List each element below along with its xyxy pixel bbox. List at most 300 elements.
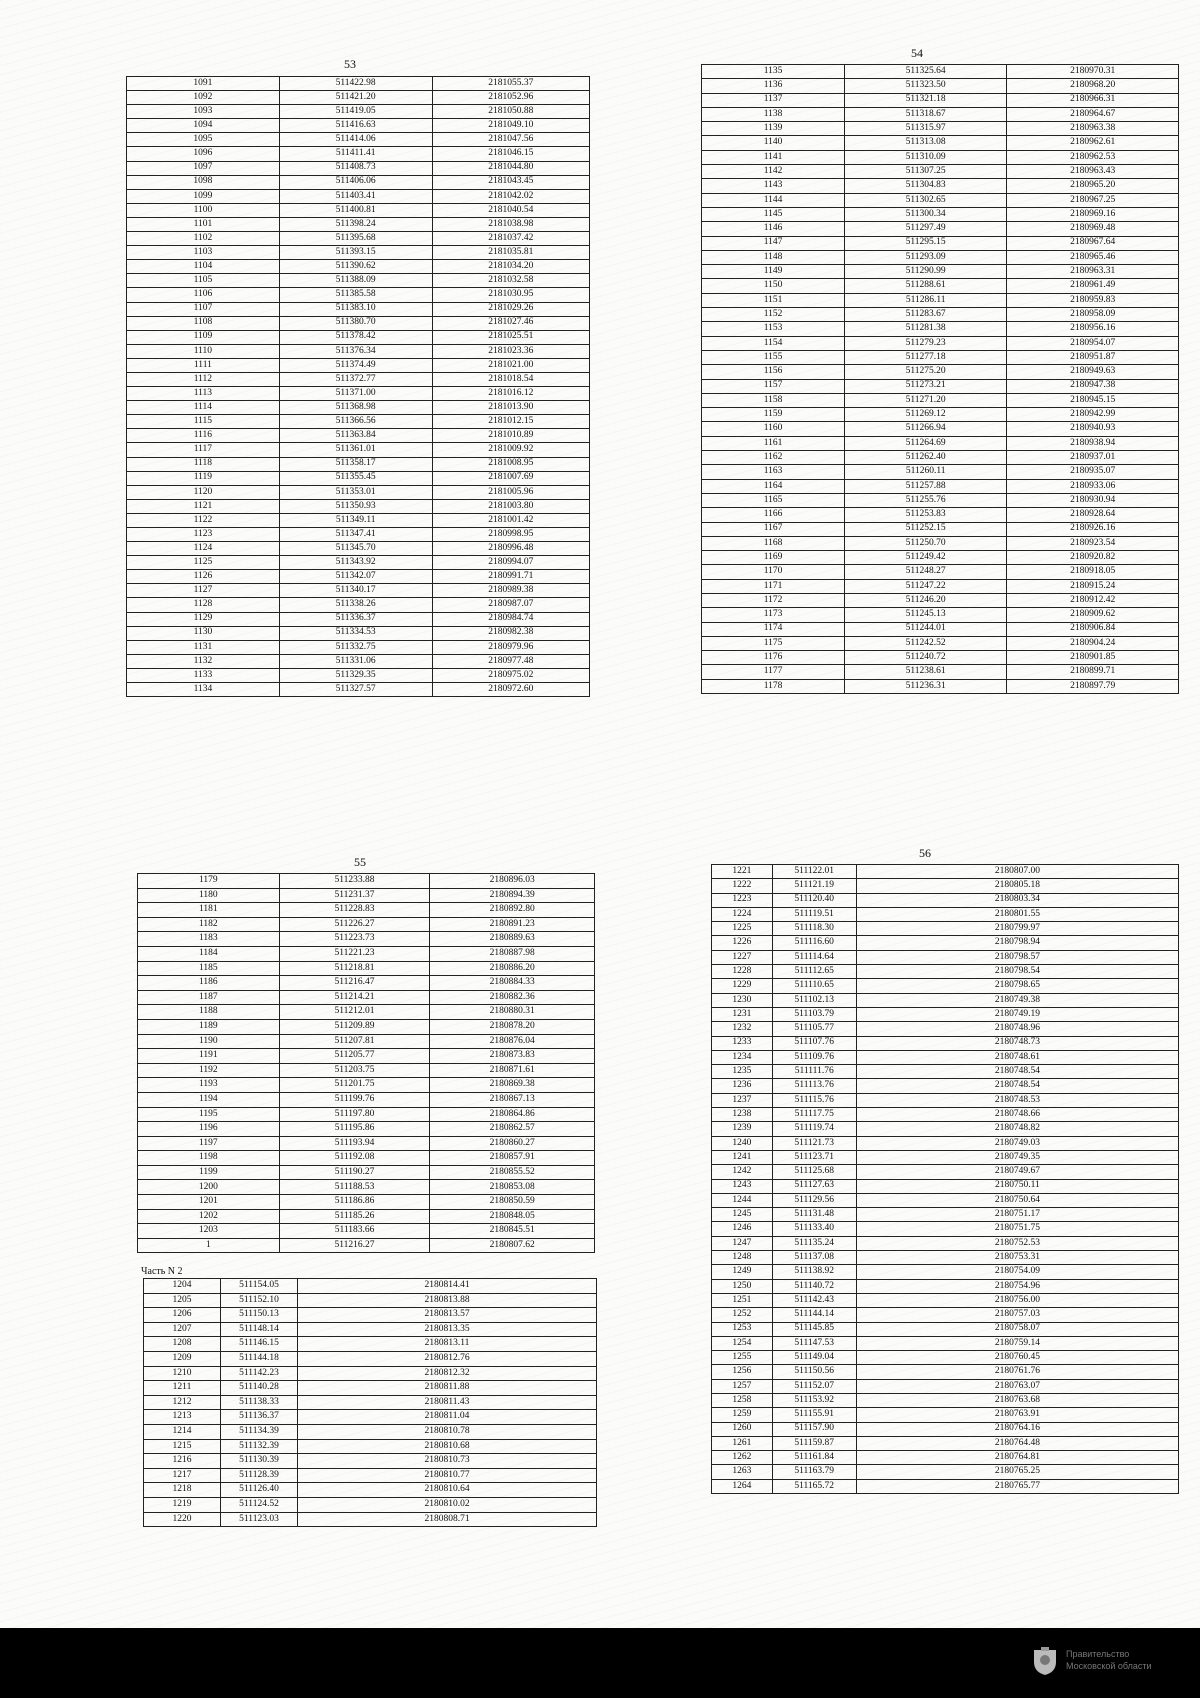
x-coordinate-cell: 511188.53 bbox=[279, 1180, 430, 1195]
point-number-cell: 1175 bbox=[702, 636, 845, 650]
y-coordinate-cell: 2180810.68 bbox=[298, 1439, 597, 1454]
y-coordinate-cell: 2180880.31 bbox=[430, 1005, 595, 1020]
x-coordinate-cell: 511207.81 bbox=[279, 1034, 430, 1049]
x-coordinate-cell: 511110.65 bbox=[772, 979, 856, 993]
point-number-cell: 1212 bbox=[144, 1395, 221, 1410]
table-row bbox=[712, 993, 1179, 1007]
y-coordinate-cell: 2180964.67 bbox=[1007, 107, 1179, 121]
point-number-cell: 1182 bbox=[138, 917, 280, 932]
y-coordinate-cell: 2181013.90 bbox=[432, 401, 589, 415]
point-number-cell: 1235 bbox=[712, 1065, 773, 1079]
x-coordinate-cell: 511286.11 bbox=[845, 293, 1007, 307]
point-number-cell: 1252 bbox=[712, 1308, 773, 1322]
y-coordinate-cell: 2181047.56 bbox=[432, 133, 589, 147]
x-coordinate-cell: 511165.72 bbox=[772, 1479, 856, 1493]
y-coordinate-cell: 2180901.85 bbox=[1007, 651, 1179, 665]
table-row bbox=[702, 308, 1179, 322]
y-coordinate-cell: 2181001.42 bbox=[432, 513, 589, 527]
x-coordinate-cell: 511195.86 bbox=[279, 1122, 430, 1137]
point-number-cell: 1256 bbox=[712, 1365, 773, 1379]
table-row bbox=[144, 1439, 597, 1454]
table-row bbox=[127, 499, 590, 513]
table-row bbox=[702, 336, 1179, 350]
point-number-cell: 1184 bbox=[138, 946, 280, 961]
point-number-cell: 1140 bbox=[702, 136, 845, 150]
x-coordinate-cell: 511395.68 bbox=[279, 232, 432, 246]
x-coordinate-cell: 511193.94 bbox=[279, 1136, 430, 1151]
y-coordinate-cell: 2180803.34 bbox=[856, 893, 1178, 907]
table-row bbox=[127, 217, 590, 231]
y-coordinate-cell: 2181049.10 bbox=[432, 119, 589, 133]
table-row bbox=[712, 1236, 1179, 1250]
x-coordinate-cell: 511334.53 bbox=[279, 626, 432, 640]
x-coordinate-cell: 511304.83 bbox=[845, 179, 1007, 193]
y-coordinate-cell: 2180763.07 bbox=[856, 1379, 1178, 1393]
x-coordinate-cell: 511103.79 bbox=[772, 1007, 856, 1021]
y-coordinate-cell: 2180897.79 bbox=[1007, 679, 1179, 693]
y-coordinate-cell: 2180892.80 bbox=[430, 903, 595, 918]
x-coordinate-cell: 511271.20 bbox=[845, 393, 1007, 407]
x-coordinate-cell: 511140.72 bbox=[772, 1279, 856, 1293]
y-coordinate-cell: 2181046.15 bbox=[432, 147, 589, 161]
table-row bbox=[138, 1165, 595, 1180]
y-coordinate-cell: 2181008.95 bbox=[432, 457, 589, 471]
x-coordinate-cell: 511318.67 bbox=[845, 107, 1007, 121]
table-row bbox=[712, 1122, 1179, 1136]
table-row bbox=[138, 1049, 595, 1064]
x-coordinate-cell: 511203.75 bbox=[279, 1063, 430, 1078]
point-number-cell: 1152 bbox=[702, 308, 845, 322]
point-number-cell: 1148 bbox=[702, 250, 845, 264]
x-coordinate-cell: 511111.76 bbox=[772, 1065, 856, 1079]
x-coordinate-cell: 511149.04 bbox=[772, 1351, 856, 1365]
point-number-cell: 1132 bbox=[127, 654, 280, 668]
point-number-cell: 1126 bbox=[127, 570, 280, 584]
y-coordinate-cell: 2180798.94 bbox=[856, 936, 1178, 950]
point-number-cell: 1165 bbox=[702, 493, 845, 507]
table-row bbox=[702, 479, 1179, 493]
point-number-cell: 1192 bbox=[138, 1063, 280, 1078]
point-number-cell: 1153 bbox=[702, 322, 845, 336]
point-number-cell: 1096 bbox=[127, 147, 280, 161]
table-row bbox=[702, 136, 1179, 150]
x-coordinate-cell: 511216.47 bbox=[279, 976, 430, 991]
y-coordinate-cell: 2180984.74 bbox=[432, 612, 589, 626]
point-number-cell: 1094 bbox=[127, 119, 280, 133]
point-number-cell: 1207 bbox=[144, 1322, 221, 1337]
point-number-cell: 1125 bbox=[127, 556, 280, 570]
point-number-cell: 1194 bbox=[138, 1092, 280, 1107]
point-number-cell: 1195 bbox=[138, 1107, 280, 1122]
x-coordinate-cell: 511255.76 bbox=[845, 493, 1007, 507]
x-coordinate-cell: 511150.56 bbox=[772, 1365, 856, 1379]
table-row bbox=[712, 1279, 1179, 1293]
table-row bbox=[144, 1322, 597, 1337]
y-coordinate-cell: 2181029.26 bbox=[432, 302, 589, 316]
x-coordinate-cell: 511245.13 bbox=[845, 608, 1007, 622]
point-number-cell: 1234 bbox=[712, 1050, 773, 1064]
table-row bbox=[138, 1005, 595, 1020]
x-coordinate-cell: 511121.73 bbox=[772, 1136, 856, 1150]
x-coordinate-cell: 511131.48 bbox=[772, 1208, 856, 1222]
table-row bbox=[144, 1497, 597, 1512]
table-row bbox=[712, 1150, 1179, 1164]
table-row bbox=[138, 1122, 595, 1137]
point-number-cell: 1159 bbox=[702, 408, 845, 422]
x-coordinate-cell: 511221.23 bbox=[279, 946, 430, 961]
point-number-cell: 1129 bbox=[127, 612, 280, 626]
x-coordinate-cell: 511313.08 bbox=[845, 136, 1007, 150]
table-row bbox=[712, 1451, 1179, 1465]
point-number-cell: 1227 bbox=[712, 950, 773, 964]
point-number-cell: 1160 bbox=[702, 422, 845, 436]
y-coordinate-cell: 2180935.07 bbox=[1007, 465, 1179, 479]
y-coordinate-cell: 2180966.31 bbox=[1007, 93, 1179, 107]
y-coordinate-cell: 2180748.66 bbox=[856, 1108, 1178, 1122]
x-coordinate-cell: 511205.77 bbox=[279, 1049, 430, 1064]
x-coordinate-cell: 511300.34 bbox=[845, 207, 1007, 221]
y-coordinate-cell: 2181042.02 bbox=[432, 189, 589, 203]
y-coordinate-cell: 2181018.54 bbox=[432, 372, 589, 386]
y-coordinate-cell: 2180989.38 bbox=[432, 584, 589, 598]
x-coordinate-cell: 511157.90 bbox=[772, 1422, 856, 1436]
x-coordinate-cell: 511132.39 bbox=[221, 1439, 298, 1454]
table-row bbox=[702, 651, 1179, 665]
table-row bbox=[127, 246, 590, 260]
point-number-cell: 1224 bbox=[712, 907, 773, 921]
y-coordinate-cell: 2180998.95 bbox=[432, 528, 589, 542]
y-coordinate-cell: 2180811.04 bbox=[298, 1410, 597, 1425]
table-row bbox=[712, 1465, 1179, 1479]
x-coordinate-cell: 511398.24 bbox=[279, 217, 432, 231]
x-coordinate-cell: 511422.98 bbox=[279, 77, 432, 91]
table-row bbox=[702, 107, 1179, 121]
page-number: 56 bbox=[919, 846, 931, 860]
x-coordinate-cell: 511146.15 bbox=[221, 1337, 298, 1352]
x-coordinate-cell: 511185.26 bbox=[279, 1209, 430, 1224]
table-row bbox=[702, 665, 1179, 679]
y-coordinate-cell: 2180764.48 bbox=[856, 1436, 1178, 1450]
table-row bbox=[127, 612, 590, 626]
y-coordinate-cell: 2180969.16 bbox=[1007, 207, 1179, 221]
table-row bbox=[138, 1107, 595, 1122]
y-coordinate-cell: 2180749.67 bbox=[856, 1165, 1178, 1179]
y-coordinate-cell: 2180748.82 bbox=[856, 1122, 1178, 1136]
x-coordinate-cell: 511133.40 bbox=[772, 1222, 856, 1236]
y-coordinate-cell: 2180756.00 bbox=[856, 1293, 1178, 1307]
table-row bbox=[127, 528, 590, 542]
point-number-cell: 1145 bbox=[702, 207, 845, 221]
table-row bbox=[712, 979, 1179, 993]
table-row bbox=[127, 668, 590, 682]
y-coordinate-cell: 2180928.64 bbox=[1007, 508, 1179, 522]
y-coordinate-cell: 2180759.14 bbox=[856, 1336, 1178, 1350]
x-coordinate-cell: 511144.18 bbox=[221, 1351, 298, 1366]
point-number-cell: 1170 bbox=[702, 565, 845, 579]
x-coordinate-cell: 511249.42 bbox=[845, 551, 1007, 565]
point-number-cell: 1183 bbox=[138, 932, 280, 947]
x-coordinate-cell: 511228.83 bbox=[279, 903, 430, 918]
coordinates-table bbox=[137, 873, 595, 1253]
table-row bbox=[127, 626, 590, 640]
y-coordinate-cell: 2180994.07 bbox=[432, 556, 589, 570]
x-coordinate-cell: 511116.60 bbox=[772, 936, 856, 950]
table-row bbox=[144, 1512, 597, 1527]
x-coordinate-cell: 511155.91 bbox=[772, 1408, 856, 1422]
y-coordinate-cell: 2180945.15 bbox=[1007, 393, 1179, 407]
x-coordinate-cell: 511310.09 bbox=[845, 150, 1007, 164]
x-coordinate-cell: 511236.31 bbox=[845, 679, 1007, 693]
x-coordinate-cell: 511329.35 bbox=[279, 668, 432, 682]
table-row bbox=[702, 679, 1179, 693]
x-coordinate-cell: 511123.03 bbox=[221, 1512, 298, 1527]
table-row bbox=[127, 330, 590, 344]
point-number-cell: 1092 bbox=[127, 91, 280, 105]
y-coordinate-cell: 2180975.02 bbox=[432, 668, 589, 682]
point-number-cell: 1228 bbox=[712, 965, 773, 979]
table-row bbox=[712, 1408, 1179, 1422]
y-coordinate-cell: 2180748.61 bbox=[856, 1050, 1178, 1064]
y-coordinate-cell: 2180886.20 bbox=[430, 961, 595, 976]
x-coordinate-cell: 511283.67 bbox=[845, 308, 1007, 322]
y-coordinate-cell: 2181009.92 bbox=[432, 443, 589, 457]
point-number-cell: 1134 bbox=[127, 683, 280, 697]
x-coordinate-cell: 511315.97 bbox=[845, 122, 1007, 136]
x-coordinate-cell: 511325.64 bbox=[845, 65, 1007, 79]
point-number-cell: 1226 bbox=[712, 936, 773, 950]
y-coordinate-cell: 2180956.16 bbox=[1007, 322, 1179, 336]
point-number-cell: 1243 bbox=[712, 1179, 773, 1193]
point-number-cell: 1190 bbox=[138, 1034, 280, 1049]
y-coordinate-cell: 2180855.52 bbox=[430, 1165, 595, 1180]
y-coordinate-cell: 2180972.60 bbox=[432, 683, 589, 697]
x-coordinate-cell: 511250.70 bbox=[845, 536, 1007, 550]
x-coordinate-cell: 511293.09 bbox=[845, 250, 1007, 264]
x-coordinate-cell: 511145.85 bbox=[772, 1322, 856, 1336]
y-coordinate-cell: 2180982.38 bbox=[432, 626, 589, 640]
table-row bbox=[712, 1022, 1179, 1036]
point-number-cell: 1219 bbox=[144, 1497, 221, 1512]
y-coordinate-cell: 2180965.20 bbox=[1007, 179, 1179, 193]
table-row bbox=[138, 1238, 595, 1253]
point-number-cell: 1206 bbox=[144, 1308, 221, 1323]
point-number-cell: 1237 bbox=[712, 1093, 773, 1107]
table-row bbox=[712, 1336, 1179, 1350]
point-number-cell: 1168 bbox=[702, 536, 845, 550]
table-row bbox=[138, 961, 595, 976]
x-coordinate-cell: 511390.62 bbox=[279, 260, 432, 274]
x-coordinate-cell: 511363.84 bbox=[279, 429, 432, 443]
point-number-cell: 1204 bbox=[144, 1279, 221, 1294]
point-number-cell: 1123 bbox=[127, 528, 280, 542]
y-coordinate-cell: 2181052.96 bbox=[432, 91, 589, 105]
x-coordinate-cell: 511383.10 bbox=[279, 302, 432, 316]
table-row bbox=[702, 379, 1179, 393]
table-row bbox=[702, 579, 1179, 593]
table-row bbox=[712, 965, 1179, 979]
y-coordinate-cell: 2181023.36 bbox=[432, 344, 589, 358]
y-coordinate-cell: 2180967.25 bbox=[1007, 193, 1179, 207]
point-number-cell: 1259 bbox=[712, 1408, 773, 1422]
table-row bbox=[127, 457, 590, 471]
point-number-cell: 1104 bbox=[127, 260, 280, 274]
table-row bbox=[138, 917, 595, 932]
x-coordinate-cell: 511353.01 bbox=[279, 485, 432, 499]
point-number-cell: 1115 bbox=[127, 415, 280, 429]
x-coordinate-cell: 511277.18 bbox=[845, 350, 1007, 364]
point-number-cell: 1171 bbox=[702, 579, 845, 593]
y-coordinate-cell: 2180811.43 bbox=[298, 1395, 597, 1410]
table-row bbox=[712, 1393, 1179, 1407]
table-row bbox=[138, 888, 595, 903]
x-coordinate-cell: 511127.63 bbox=[772, 1179, 856, 1193]
point-number-cell: 1223 bbox=[712, 893, 773, 907]
table-row bbox=[712, 893, 1179, 907]
table-row bbox=[138, 874, 595, 889]
point-number-cell: 1120 bbox=[127, 485, 280, 499]
coat-of-arms-icon bbox=[1032, 1646, 1058, 1676]
x-coordinate-cell: 511152.10 bbox=[221, 1293, 298, 1308]
y-coordinate-cell: 2180811.88 bbox=[298, 1381, 597, 1396]
x-coordinate-cell: 511231.37 bbox=[279, 888, 430, 903]
x-coordinate-cell: 511125.68 bbox=[772, 1165, 856, 1179]
table-row bbox=[712, 1222, 1179, 1236]
point-number-cell: 1201 bbox=[138, 1195, 280, 1210]
x-coordinate-cell: 511120.40 bbox=[772, 893, 856, 907]
x-coordinate-cell: 511403.41 bbox=[279, 189, 432, 203]
x-coordinate-cell: 511183.66 bbox=[279, 1224, 430, 1239]
point-number-cell: 1250 bbox=[712, 1279, 773, 1293]
y-coordinate-cell: 2180807.62 bbox=[430, 1238, 595, 1253]
y-coordinate-cell: 2181003.80 bbox=[432, 499, 589, 513]
x-coordinate-cell: 511126.40 bbox=[221, 1483, 298, 1498]
point-number-cell: 1253 bbox=[712, 1322, 773, 1336]
y-coordinate-cell: 2180938.94 bbox=[1007, 436, 1179, 450]
y-coordinate-cell: 2180891.23 bbox=[430, 917, 595, 932]
table-row bbox=[712, 1007, 1179, 1021]
y-coordinate-cell: 2180920.82 bbox=[1007, 551, 1179, 565]
y-coordinate-cell: 2181012.15 bbox=[432, 415, 589, 429]
point-number-cell: 1150 bbox=[702, 279, 845, 293]
y-coordinate-cell: 2180810.64 bbox=[298, 1483, 597, 1498]
x-coordinate-cell: 511262.40 bbox=[845, 451, 1007, 465]
point-number-cell: 1135 bbox=[702, 65, 845, 79]
x-coordinate-cell: 511411.41 bbox=[279, 147, 432, 161]
y-coordinate-cell: 2180749.19 bbox=[856, 1007, 1178, 1021]
x-coordinate-cell: 511358.17 bbox=[279, 457, 432, 471]
table-row bbox=[144, 1424, 597, 1439]
y-coordinate-cell: 2180748.54 bbox=[856, 1065, 1178, 1079]
x-coordinate-cell: 511327.57 bbox=[279, 683, 432, 697]
point-number-cell: 1173 bbox=[702, 608, 845, 622]
point-number-cell: 1193 bbox=[138, 1078, 280, 1093]
table-row bbox=[712, 1479, 1179, 1493]
y-coordinate-cell: 2180904.24 bbox=[1007, 636, 1179, 650]
watermark-text: Правительство Московской области bbox=[1066, 1649, 1152, 1671]
x-coordinate-cell: 511107.76 bbox=[772, 1036, 856, 1050]
x-coordinate-cell: 511347.41 bbox=[279, 528, 432, 542]
point-number-cell: 1157 bbox=[702, 379, 845, 393]
x-coordinate-cell: 511279.23 bbox=[845, 336, 1007, 350]
x-coordinate-cell: 511240.72 bbox=[845, 651, 1007, 665]
table-row bbox=[712, 1093, 1179, 1107]
table-row bbox=[127, 542, 590, 556]
x-coordinate-cell: 511152.07 bbox=[772, 1379, 856, 1393]
y-coordinate-cell: 2180889.63 bbox=[430, 932, 595, 947]
point-number-cell: 1130 bbox=[127, 626, 280, 640]
x-coordinate-cell: 511345.70 bbox=[279, 542, 432, 556]
point-number-cell: 1122 bbox=[127, 513, 280, 527]
point-number-cell: 1225 bbox=[712, 922, 773, 936]
point-number-cell: 1117 bbox=[127, 443, 280, 457]
y-coordinate-cell: 2180801.55 bbox=[856, 907, 1178, 921]
y-coordinate-cell: 2180760.45 bbox=[856, 1351, 1178, 1365]
y-coordinate-cell: 2180862.57 bbox=[430, 1122, 595, 1137]
table-row bbox=[127, 640, 590, 654]
table-row bbox=[138, 976, 595, 991]
point-number-cell: 1166 bbox=[702, 508, 845, 522]
part-label: Часть N 2 bbox=[141, 1266, 183, 1277]
x-coordinate-cell: 511153.92 bbox=[772, 1393, 856, 1407]
table-row bbox=[127, 316, 590, 330]
y-coordinate-cell: 2180758.07 bbox=[856, 1322, 1178, 1336]
y-coordinate-cell: 2180970.31 bbox=[1007, 65, 1179, 79]
x-coordinate-cell: 511154.05 bbox=[221, 1279, 298, 1294]
page-number: 54 bbox=[911, 46, 923, 60]
table-row bbox=[127, 260, 590, 274]
y-coordinate-cell: 2180808.71 bbox=[298, 1512, 597, 1527]
table-row bbox=[127, 387, 590, 401]
point-number-cell: 1232 bbox=[712, 1022, 773, 1036]
y-coordinate-cell: 2181044.80 bbox=[432, 161, 589, 175]
point-number-cell: 1222 bbox=[712, 879, 773, 893]
table-row bbox=[702, 636, 1179, 650]
table-row bbox=[702, 250, 1179, 264]
y-coordinate-cell: 2180949.63 bbox=[1007, 365, 1179, 379]
table-row bbox=[702, 465, 1179, 479]
y-coordinate-cell: 2180979.96 bbox=[432, 640, 589, 654]
point-number-cell: 1128 bbox=[127, 598, 280, 612]
coordinates-table-part-2 bbox=[143, 1278, 597, 1527]
y-coordinate-cell: 2180764.16 bbox=[856, 1422, 1178, 1436]
point-number-cell: 1 bbox=[138, 1238, 280, 1253]
point-number-cell: 1217 bbox=[144, 1468, 221, 1483]
point-number-cell: 1254 bbox=[712, 1336, 773, 1350]
x-coordinate-cell: 511119.51 bbox=[772, 907, 856, 921]
table-row bbox=[712, 922, 1179, 936]
y-coordinate-cell: 2180977.48 bbox=[432, 654, 589, 668]
x-coordinate-cell: 511144.14 bbox=[772, 1308, 856, 1322]
y-coordinate-cell: 2180754.09 bbox=[856, 1265, 1178, 1279]
table-row bbox=[712, 1436, 1179, 1450]
table-row bbox=[144, 1293, 597, 1308]
point-number-cell: 1189 bbox=[138, 1019, 280, 1034]
x-coordinate-cell: 511419.05 bbox=[279, 105, 432, 119]
point-number-cell: 1158 bbox=[702, 393, 845, 407]
point-number-cell: 1233 bbox=[712, 1036, 773, 1050]
table-row bbox=[712, 879, 1179, 893]
y-coordinate-cell: 2180871.61 bbox=[430, 1063, 595, 1078]
point-number-cell: 1186 bbox=[138, 976, 280, 991]
table-row bbox=[712, 1308, 1179, 1322]
point-number-cell: 1167 bbox=[702, 522, 845, 536]
y-coordinate-cell: 2180810.77 bbox=[298, 1468, 597, 1483]
table-row bbox=[127, 147, 590, 161]
point-number-cell: 1144 bbox=[702, 193, 845, 207]
table-row bbox=[127, 175, 590, 189]
table-row bbox=[144, 1454, 597, 1469]
point-number-cell: 1198 bbox=[138, 1151, 280, 1166]
